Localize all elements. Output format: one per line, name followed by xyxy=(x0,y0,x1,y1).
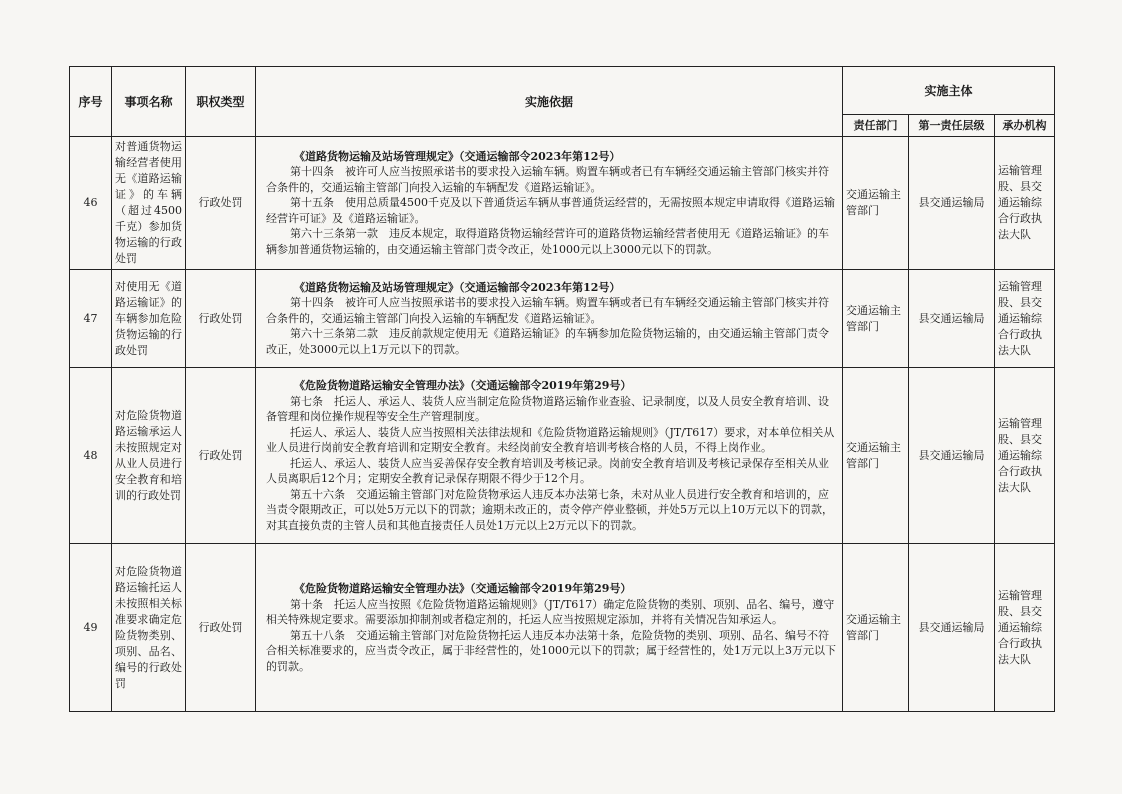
header-subject: 实施主体 xyxy=(843,67,1055,115)
row-item-name: 对使用无《道路运输证》的车辆参加危险货物运输的行政处罚 xyxy=(112,270,186,368)
row-level: 县交通运输局 xyxy=(909,137,995,270)
row-basis xyxy=(256,544,843,712)
row-basis xyxy=(256,270,843,368)
row-level: 县交通运输局 xyxy=(909,270,995,368)
row-org: 运输管理股、县交通运输综合行政执法大队 xyxy=(995,270,1055,368)
row-no: 49 xyxy=(70,544,112,712)
header-no: 序号 xyxy=(70,67,112,137)
row-no: 48 xyxy=(70,368,112,544)
row-item-name: 对危险货物道路运输托运人未按照相关标准要求确定危险货物类别、项别、品名、编号的行政处罚 xyxy=(112,544,186,712)
basis-paragraph: 第十条 托运人应当按照《危险货物道路运输规则》（JT/T617）确定危险货物的类别、项别、品名、编号，遵守相关特殊规定要求。需要添加抑制剂或者稳定剂的，托运人应当按照规定添加，并将有关情况告知承运人。 xyxy=(266,597,835,626)
row-type: 行政处罚 xyxy=(186,544,256,712)
row-basis xyxy=(256,368,843,544)
row-dept: 交通运输主管部门 xyxy=(843,368,909,544)
header-org: 承办机构 xyxy=(995,115,1055,137)
basis-paragraph: 第六十三条第一款 违反本规定，取得道路货物运输经营许可的道路货物运输经营者使用无《道路运输证》的车辆参加普通货物运输的，由交通运输主管部门责令改正，处1000元以上3000元以下的罚款。 xyxy=(266,227,829,256)
basis-paragraph: 第五十六条 交通运输主管部门对危险货物承运人违反本办法第七条，未对从业人员进行安全教育和培训的，应当责令限期改正，可以处5万元以下的罚款；逾期未改正的，责令停产停业整顿，并处5万元以上10万元以下的罚款，对其直接负责的主管人员和其他直接责任人员处1万元以上2万元以下的罚款。 xyxy=(266,487,833,532)
basis-title: 《危险货物道路运输安全管理办法》（交通运输部令2019年第29号） xyxy=(294,582,632,595)
header-type: 职权类型 xyxy=(186,67,256,137)
row-no: 46 xyxy=(70,137,112,270)
row-level: 县交通运输局 xyxy=(909,368,995,544)
document-page xyxy=(69,66,1054,712)
table-row xyxy=(70,544,1055,712)
row-dept: 交通运输主管部门 xyxy=(843,137,909,270)
table-row xyxy=(70,137,1055,270)
basis-paragraph: 第十四条 被许可人应当按照承诺书的要求投入运输车辆。购置车辆或者已有车辆经交通运输主管部门核实并符合条件的，交通运输主管部门向投入运输的车辆配发《道路运输证》。 xyxy=(266,165,829,194)
row-type: 行政处罚 xyxy=(186,368,256,544)
header-basis: 实施依据 xyxy=(256,67,843,137)
header-level: 第一责任层级 xyxy=(909,115,995,137)
basis-paragraph: 第六十三条第二款 违反前款规定使用无《道路运输证》的车辆参加危险货物运输的，由交通运输主管部门责令改正，处3000元以上1万元以下的罚款。 xyxy=(266,327,829,356)
row-org: 运输管理股、县交通运输综合行政执法大队 xyxy=(995,368,1055,544)
row-dept: 交通运输主管部门 xyxy=(843,544,909,712)
basis-title: 《道路货物运输及站场管理规定》（交通运输部令2023年第12号） xyxy=(294,280,621,294)
row-item-name: 对危险货物道路运输承运人未按照规定对从业人员进行安全教育和培训的行政处罚 xyxy=(112,368,186,544)
header-item: 事项名称 xyxy=(112,67,186,137)
row-no: 47 xyxy=(70,270,112,368)
header-row xyxy=(70,67,1055,115)
basis-paragraph: 第七条 托运人、承运人、装货人应当制定危险货物道路运输作业查验、记录制度，以及人员安全教育培训、设备管理和岗位操作规程等安全生产管理制度。 xyxy=(266,394,829,423)
row-type: 行政处罚 xyxy=(186,270,256,368)
row-dept: 交通运输主管部门 xyxy=(843,270,909,368)
basis-paragraph: 第十四条 被许可人应当按照承诺书的要求投入运输车辆。购置车辆或者已有车辆经交通运输主管部门核实并符合条件的，交通运输主管部门向投入运输的车辆配发《道路运输证》。 xyxy=(266,296,829,325)
basis-paragraph: 第十五条 使用总质量4500千克及以下普通货运车辆从事普通货运经营的，无需按照本规定申请取得《道路运输经营许可证》及《道路运输证》。 xyxy=(266,196,835,225)
row-org: 运输管理股、县交通运输综合行政执法大队 xyxy=(995,544,1055,712)
authority-table xyxy=(69,66,1055,712)
table-row xyxy=(70,270,1055,368)
row-level: 县交通运输局 xyxy=(909,544,995,712)
header-dept: 责任部门 xyxy=(843,115,909,137)
row-type: 行政处罚 xyxy=(186,137,256,270)
basis-paragraph: 第五十八条 交通运输主管部门对危险货物托运人违反本办法第十条，危险货物的类别、项别、品名、编号不符合相关标准要求的，应当责令改正，属于非经营性的，处1000元以下的罚款；属于经营性的，处1万元以上3万元以下的罚款。 xyxy=(266,628,836,673)
basis-paragraph: 托运人、承运人、装货人应当按照相关法律法规和《危险货物道路运输规则》（JT/T617）要求，对本单位相关从业人员进行岗前安全教育培训和定期安全教育。未经岗前安全教育培训考核合格的人员，不得上岗作业。 xyxy=(266,425,835,454)
basis-title: 《道路货物运输及站场管理规定》（交通运输部令2023年第12号） xyxy=(294,149,621,163)
basis-title: 《危险货物道路运输安全管理办法》（交通运输部令2019年第29号） xyxy=(294,379,632,392)
basis-paragraph: 托运人、承运人、装货人应当妥善保存安全教育培训及考核记录。岗前安全教育培训及考核记录保存至相关从业人员离职后12个月；定期安全教育记录保存期限不得少于12个月。 xyxy=(266,456,829,485)
row-org: 运输管理股、县交通运输综合行政执法大队 xyxy=(995,137,1055,270)
table-row xyxy=(70,368,1055,544)
row-item-name: 对普通货物运输经营者使用无《道路运输证》的车辆（超过4500千克）参加货物运输的行政处罚 xyxy=(112,137,186,270)
row-basis xyxy=(256,137,843,270)
